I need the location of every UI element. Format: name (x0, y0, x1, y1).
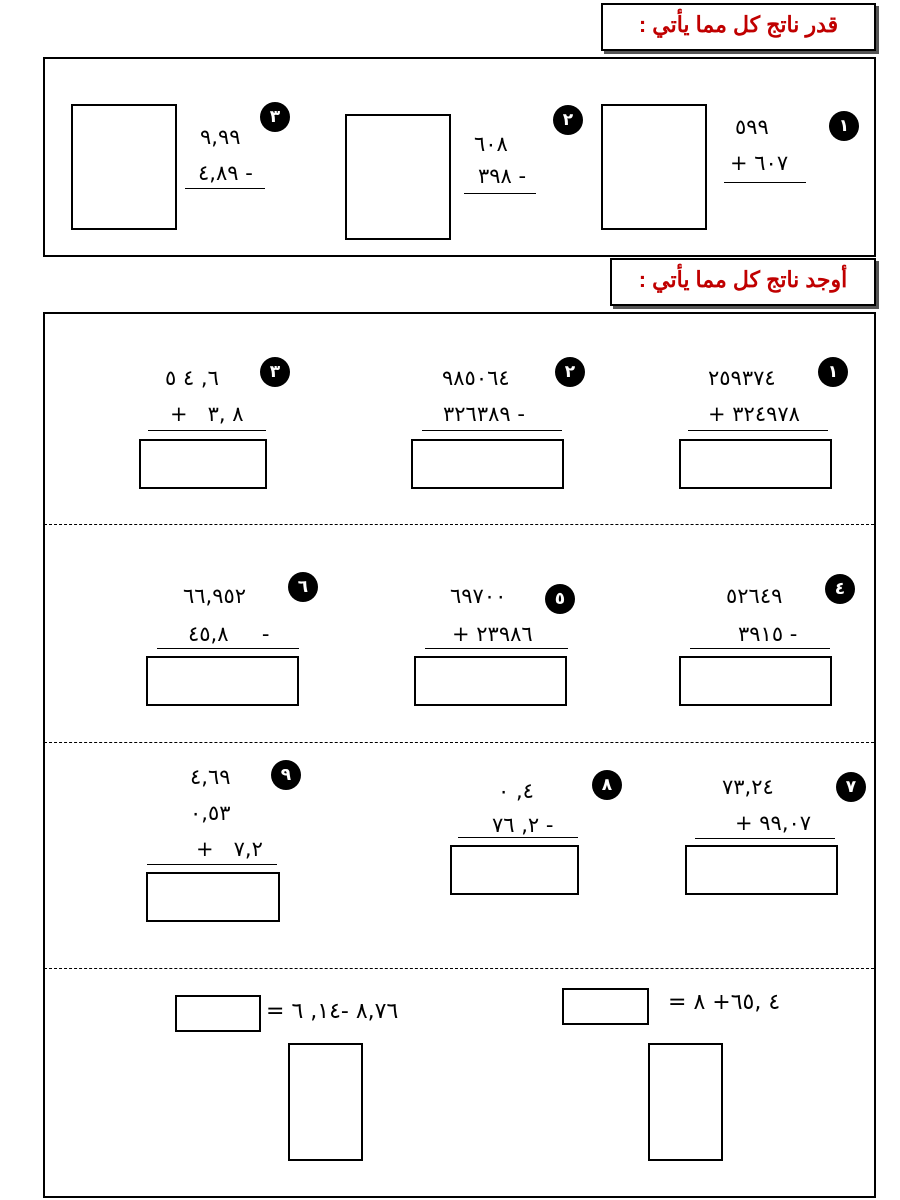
bottom-operand: + ٦٠٧ (730, 151, 789, 175)
top-operand: ٦٦,٩٥٢ (183, 584, 247, 608)
problem-number-badge: ٢ (553, 105, 583, 135)
answer-line (690, 648, 830, 649)
middle-operand: ٠,٥٣ (190, 801, 231, 825)
bottom-operand: + ٧,٢ (196, 837, 263, 861)
top-operand: ٥٩٩ (735, 115, 769, 139)
row-separator (44, 742, 874, 743)
equation-answer-box[interactable] (175, 995, 261, 1032)
answer-box[interactable] (450, 845, 579, 895)
problem-number-badge: ٧ (836, 772, 866, 802)
estimate-answer-box[interactable] (345, 114, 451, 240)
top-operand: ٦, ٤ ٥ (165, 366, 219, 390)
answer-line (425, 648, 568, 649)
answer-line (688, 430, 828, 431)
answer-box[interactable] (146, 656, 299, 706)
answer-line (185, 188, 265, 189)
problem-number-badge: ٣ (260, 357, 290, 387)
answer-line (464, 193, 536, 194)
bottom-operand: ٣٢٦٣٨٩ - (443, 402, 525, 426)
row-separator (44, 968, 874, 969)
answer-box[interactable] (679, 439, 832, 489)
work-box[interactable] (648, 1043, 723, 1161)
problem-number-badge: ٨ (592, 770, 622, 800)
top-operand: ٩٨٥٠٦٤ (442, 366, 510, 390)
answer-box[interactable] (685, 845, 838, 895)
section-title-find: أوجد ناتج كل مما يأتي : (610, 258, 876, 306)
top-operand: ٦٩٧٠٠ (450, 584, 507, 608)
top-operand: ٦٠٨ (474, 132, 508, 156)
section-title-estimate: قدر ناتج كل مما يأتي : (601, 3, 876, 51)
problem-number-badge: ٦ (288, 572, 318, 602)
bottom-operand: ٤٥,٨ - (188, 622, 270, 646)
equation-left: = ٨,٧٦ -١٤, ٦ (266, 999, 399, 1024)
answer-box[interactable] (414, 656, 567, 706)
top-operand: ٤,٦٩ (190, 765, 231, 789)
bottom-operand: + ٢٣٩٨٦ (452, 622, 533, 646)
answer-line (147, 864, 277, 865)
answer-line (724, 182, 806, 183)
bottom-operand: + ٩٩,٠٧ (735, 811, 812, 835)
estimate-answer-box[interactable] (71, 104, 177, 230)
top-operand: ٥٢٦٤٩ (726, 584, 783, 608)
problem-number-badge: ١ (818, 357, 848, 387)
problem-number-badge: ١ (829, 111, 859, 141)
top-operand: ٤, ٠ (498, 779, 534, 803)
equation-right: = ٤ ,٦٥+ ٨ (668, 990, 781, 1015)
bottom-operand: ٣٩٨ - (478, 164, 527, 188)
answer-box[interactable] (411, 439, 564, 489)
problem-number-badge: ٣ (260, 102, 290, 132)
answer-line (148, 430, 266, 431)
problem-number-badge: ٢ (555, 357, 585, 387)
problem-number-badge: ٩ (271, 760, 301, 790)
answer-box[interactable] (146, 872, 280, 922)
answer-line (695, 838, 835, 839)
top-operand: ٢٥٩٣٧٤ (708, 366, 776, 390)
equation-answer-box[interactable] (562, 988, 649, 1025)
answer-line (458, 837, 578, 838)
estimate-answer-box[interactable] (601, 104, 707, 230)
bottom-operand: ٤,٨٩ - (198, 161, 253, 185)
problem-number-badge: ٤ (825, 574, 855, 604)
work-box[interactable] (288, 1043, 363, 1161)
top-operand: ٩,٩٩ (200, 125, 241, 149)
answer-line (157, 648, 299, 649)
problem-number-badge: ٥ (545, 584, 575, 614)
bottom-operand: ٢, ٧٦ - (492, 813, 554, 837)
answer-box[interactable] (679, 656, 832, 706)
bottom-operand: + ٨ ,٣ (170, 402, 244, 426)
top-operand: ٧٣,٢٤ (722, 775, 774, 799)
bottom-operand: ٣٩١٥ - (738, 622, 798, 646)
bottom-operand: + ٣٢٤٩٧٨ (708, 402, 800, 426)
answer-line (422, 430, 562, 431)
row-separator (44, 524, 874, 525)
answer-box[interactable] (139, 439, 267, 489)
